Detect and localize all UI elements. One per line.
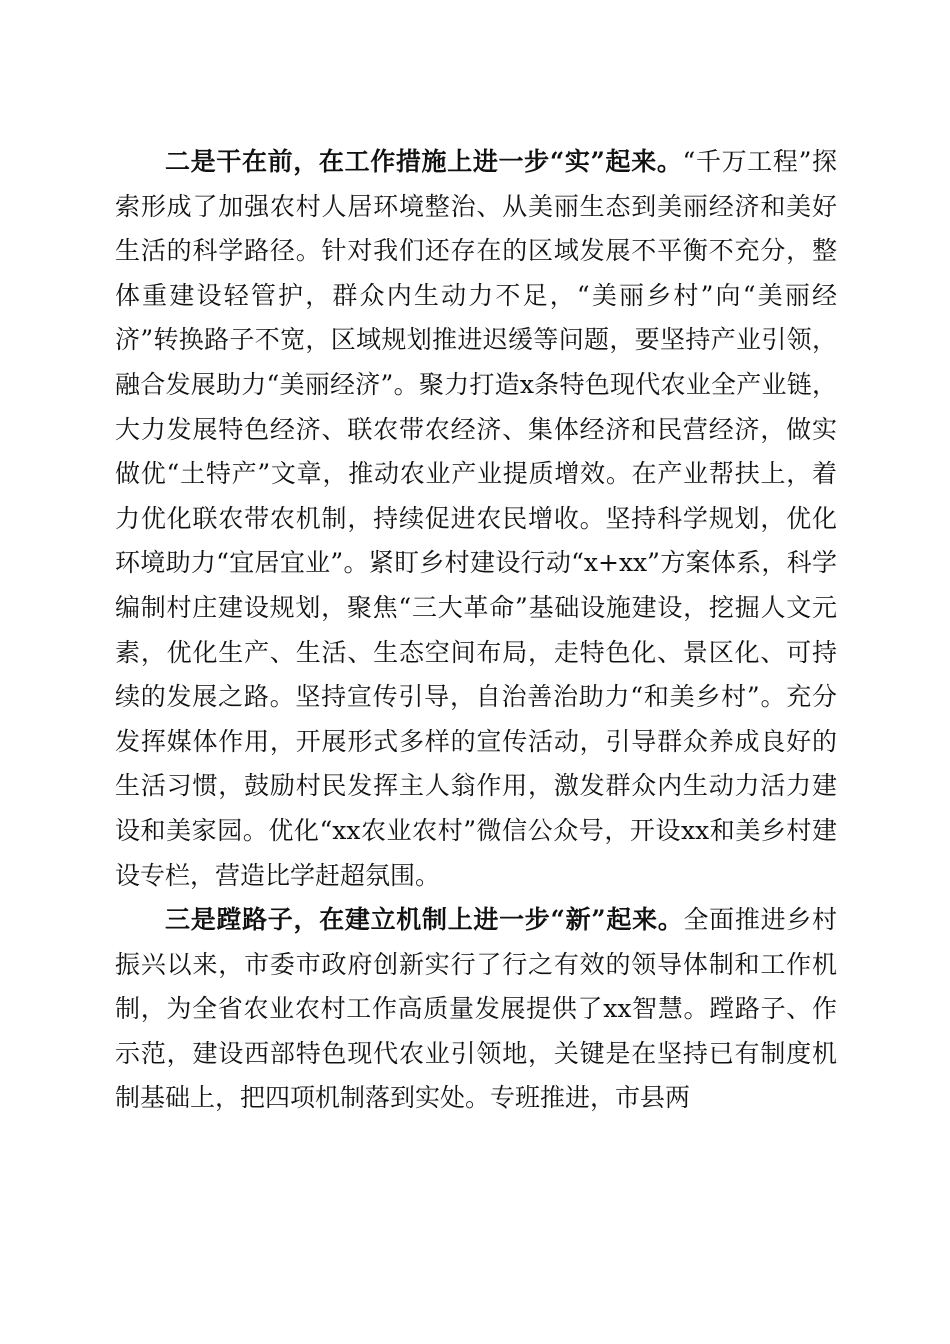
paragraph-2 (115, 140, 837, 898)
document-body (115, 140, 837, 1121)
paragraph-3-lead: 三是蹚路子，在建立机制上进一步“新”起来。 (165, 905, 684, 935)
paragraph-3-body: 全面推进乡村振兴以来，市委市政府创新实行了行之有效的领导体制和工作机制，为全省农业农村工作高质量发展提供了xx智慧。蹚路子、作示范，建设西部特色现代农业引领地，关键是在坚持已有制度机制基础上，把四项机制落到实处。专班推进，市县两 (115, 905, 837, 1113)
paragraph-2-body: “千万工程”探索形成了加强农村人居环境整治、从美丽生态到美丽经济和美好生活的科学路径。针对我们还存在的区域发展不平衡不充分，整体重建设轻管护，群众内生动力不足，“美丽乡村”向“美丽经济”转换路子不宽，区域规划推进迟缓等问题，要坚持产业引领，融合发展助力“美丽经济”。聚力打造x条特色现代农业全产业链，大力发展特色经济、联农带农经济、集体经济和民营经济，做实做优“土特产”文章，推动农业产业提质增效。在产业帮扶上，着力优化联农带农机制，持续促进农民增收。坚持科学规划，优化环境助力“宜居宜业”。紧盯乡村建设行动“x+xx”方案体系，科学编制村庄建设规划，聚焦“三大革命”基础设施建设，挖掘人文元素，优化生产、生活、生态空间布局，走特色化、景区化、可持续的发展之路。坚持宣传引导，自治善治助力“和美乡村”。充分发挥媒体作用，开展形式多样的宣传活动，引导群众养成良好的生活习惯，鼓励村民发挥主人翁作用，激发群众内生动力活力建设和美家园。优化“xx农业农村”微信公众号，开设xx和美乡村建设专栏，营造比学赶超氛围。 (115, 147, 838, 890)
paragraph-3 (115, 898, 837, 1121)
paragraph-2-lead: 二是干在前，在工作措施上进一步“实”起来。 (165, 147, 683, 176)
